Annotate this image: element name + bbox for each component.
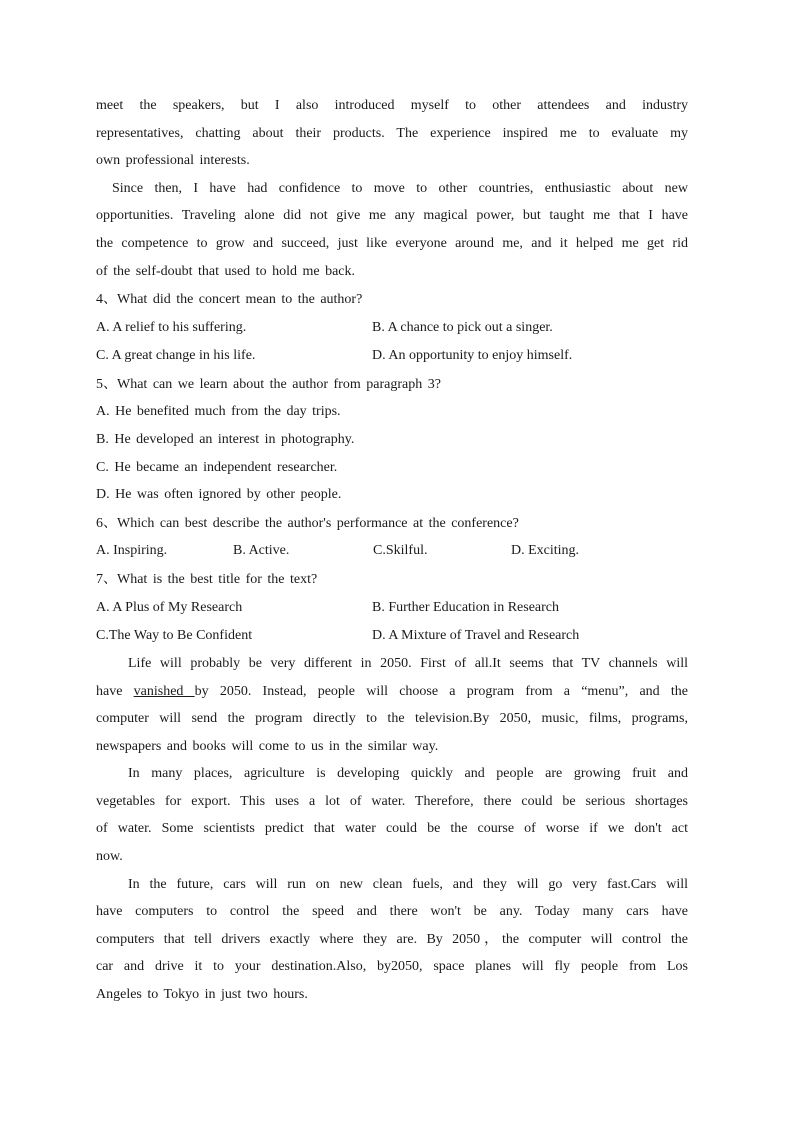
- option-b: B. He developed an interest in photography.: [96, 431, 355, 447]
- text-line: have computers to control the speed and there won't be any. Today many cars have: [96, 904, 688, 920]
- text-line-with-underline: [96, 678, 688, 706]
- text-line: car and drive it to your destination.Also, by2050, space planes will fly people from Los: [96, 959, 688, 975]
- option-a: A. A relief to his suffering.: [96, 319, 247, 335]
- option-c: C. A great change in his life.: [96, 347, 256, 363]
- question-7-stem: 7、What is the best title for the text?: [96, 572, 318, 588]
- text-line: In the future, cars will run on new clean fuels, and they will go very fast.Cars will: [128, 876, 688, 892]
- passage1-paragraph-end: [96, 92, 688, 175]
- text-span: have: [96, 683, 134, 699]
- option-c: C.Skilful.: [373, 543, 428, 559]
- question-7-options-row2: [96, 622, 688, 650]
- text-line: own professional interests.: [96, 153, 250, 169]
- text-line: of the self-doubt that used to hold me back.: [96, 263, 355, 279]
- text-line: vegetables for export. This uses a lot of water. Therefore, there could be serious shortages: [96, 793, 688, 809]
- option-d: D. Exciting.: [511, 543, 580, 559]
- option-c: C. He became an independent researcher.: [96, 459, 338, 475]
- text-span: by 2050. Instead, people will choose a program from a “menu”, and the: [194, 683, 688, 699]
- text-line: computers that tell drivers exactly where they are. By 2050，the computer will control the: [96, 931, 688, 947]
- option-a: A. A Plus of My Research: [96, 599, 243, 615]
- option-b: B. Active.: [233, 543, 290, 559]
- question-5-stem: 5、What can we learn about the author from paragraph 3?: [96, 376, 441, 392]
- text-line: of water. Some scientists predict that water could be the course of worse if we don't act: [96, 821, 688, 837]
- question-4-stem: 4、What did the concert mean to the author?: [96, 292, 363, 308]
- option-a: A. Inspiring.: [96, 543, 168, 559]
- question-6-options: [96, 537, 688, 565]
- text-line: representatives, chatting about their products. The experience inspired me to evaluate my: [96, 125, 688, 141]
- text-line: computer will send the program directly to the television.By 2050, music, films, programs,: [96, 711, 688, 727]
- document-content: [96, 92, 688, 1009]
- option-d: D. An opportunity to enjoy himself.: [372, 347, 573, 363]
- text-line: meet the speakers, but I also introduced myself to other attendees and industry: [96, 98, 688, 113]
- text-line: Since then, I have had confidence to move to other countries, enthusiastic about new: [112, 180, 688, 196]
- text-line: opportunities. Traveling alone did not give me any magical power, but taught me that I have: [96, 208, 688, 224]
- question-7-options-row1: [96, 594, 688, 622]
- option-a: A. He benefited much from the day trips.: [96, 404, 341, 420]
- option-d: D. A Mixture of Travel and Research: [372, 627, 580, 643]
- text-line: now.: [96, 849, 123, 865]
- text-line: In many places, agriculture is developing quickly and people are growing fruit and: [128, 766, 688, 782]
- underlined-word: vanished: [133, 683, 195, 699]
- text-line: Life will probably be very different in 2050. First of all.It seems that TV channels will: [128, 655, 688, 671]
- option-b: B. A chance to pick out a singer.: [372, 319, 553, 335]
- passage2-paragraph-1: [96, 650, 688, 760]
- option-c: C.The Way to Be Confident: [96, 627, 253, 643]
- passage1-last-paragraph: [96, 175, 688, 285]
- text-line: Angeles to Tokyo in just two hours.: [96, 987, 308, 1003]
- passage2-paragraph-3: [96, 871, 688, 1009]
- question-6-stem: 6、Which can best describe the author's performance at the conference?: [96, 515, 519, 531]
- passage2-paragraph-2: [96, 760, 688, 870]
- question-4-options-row2: [96, 342, 688, 370]
- text-line: newspapers and books will come to us in the similar way.: [96, 738, 439, 754]
- option-d: D. He was often ignored by other people.: [96, 487, 342, 503]
- text-line: the competence to grow and succeed, just like everyone around me, and it helped me get rid: [96, 235, 688, 251]
- question-4-options-row1: [96, 314, 688, 342]
- option-b: B. Further Education in Research: [372, 599, 560, 615]
